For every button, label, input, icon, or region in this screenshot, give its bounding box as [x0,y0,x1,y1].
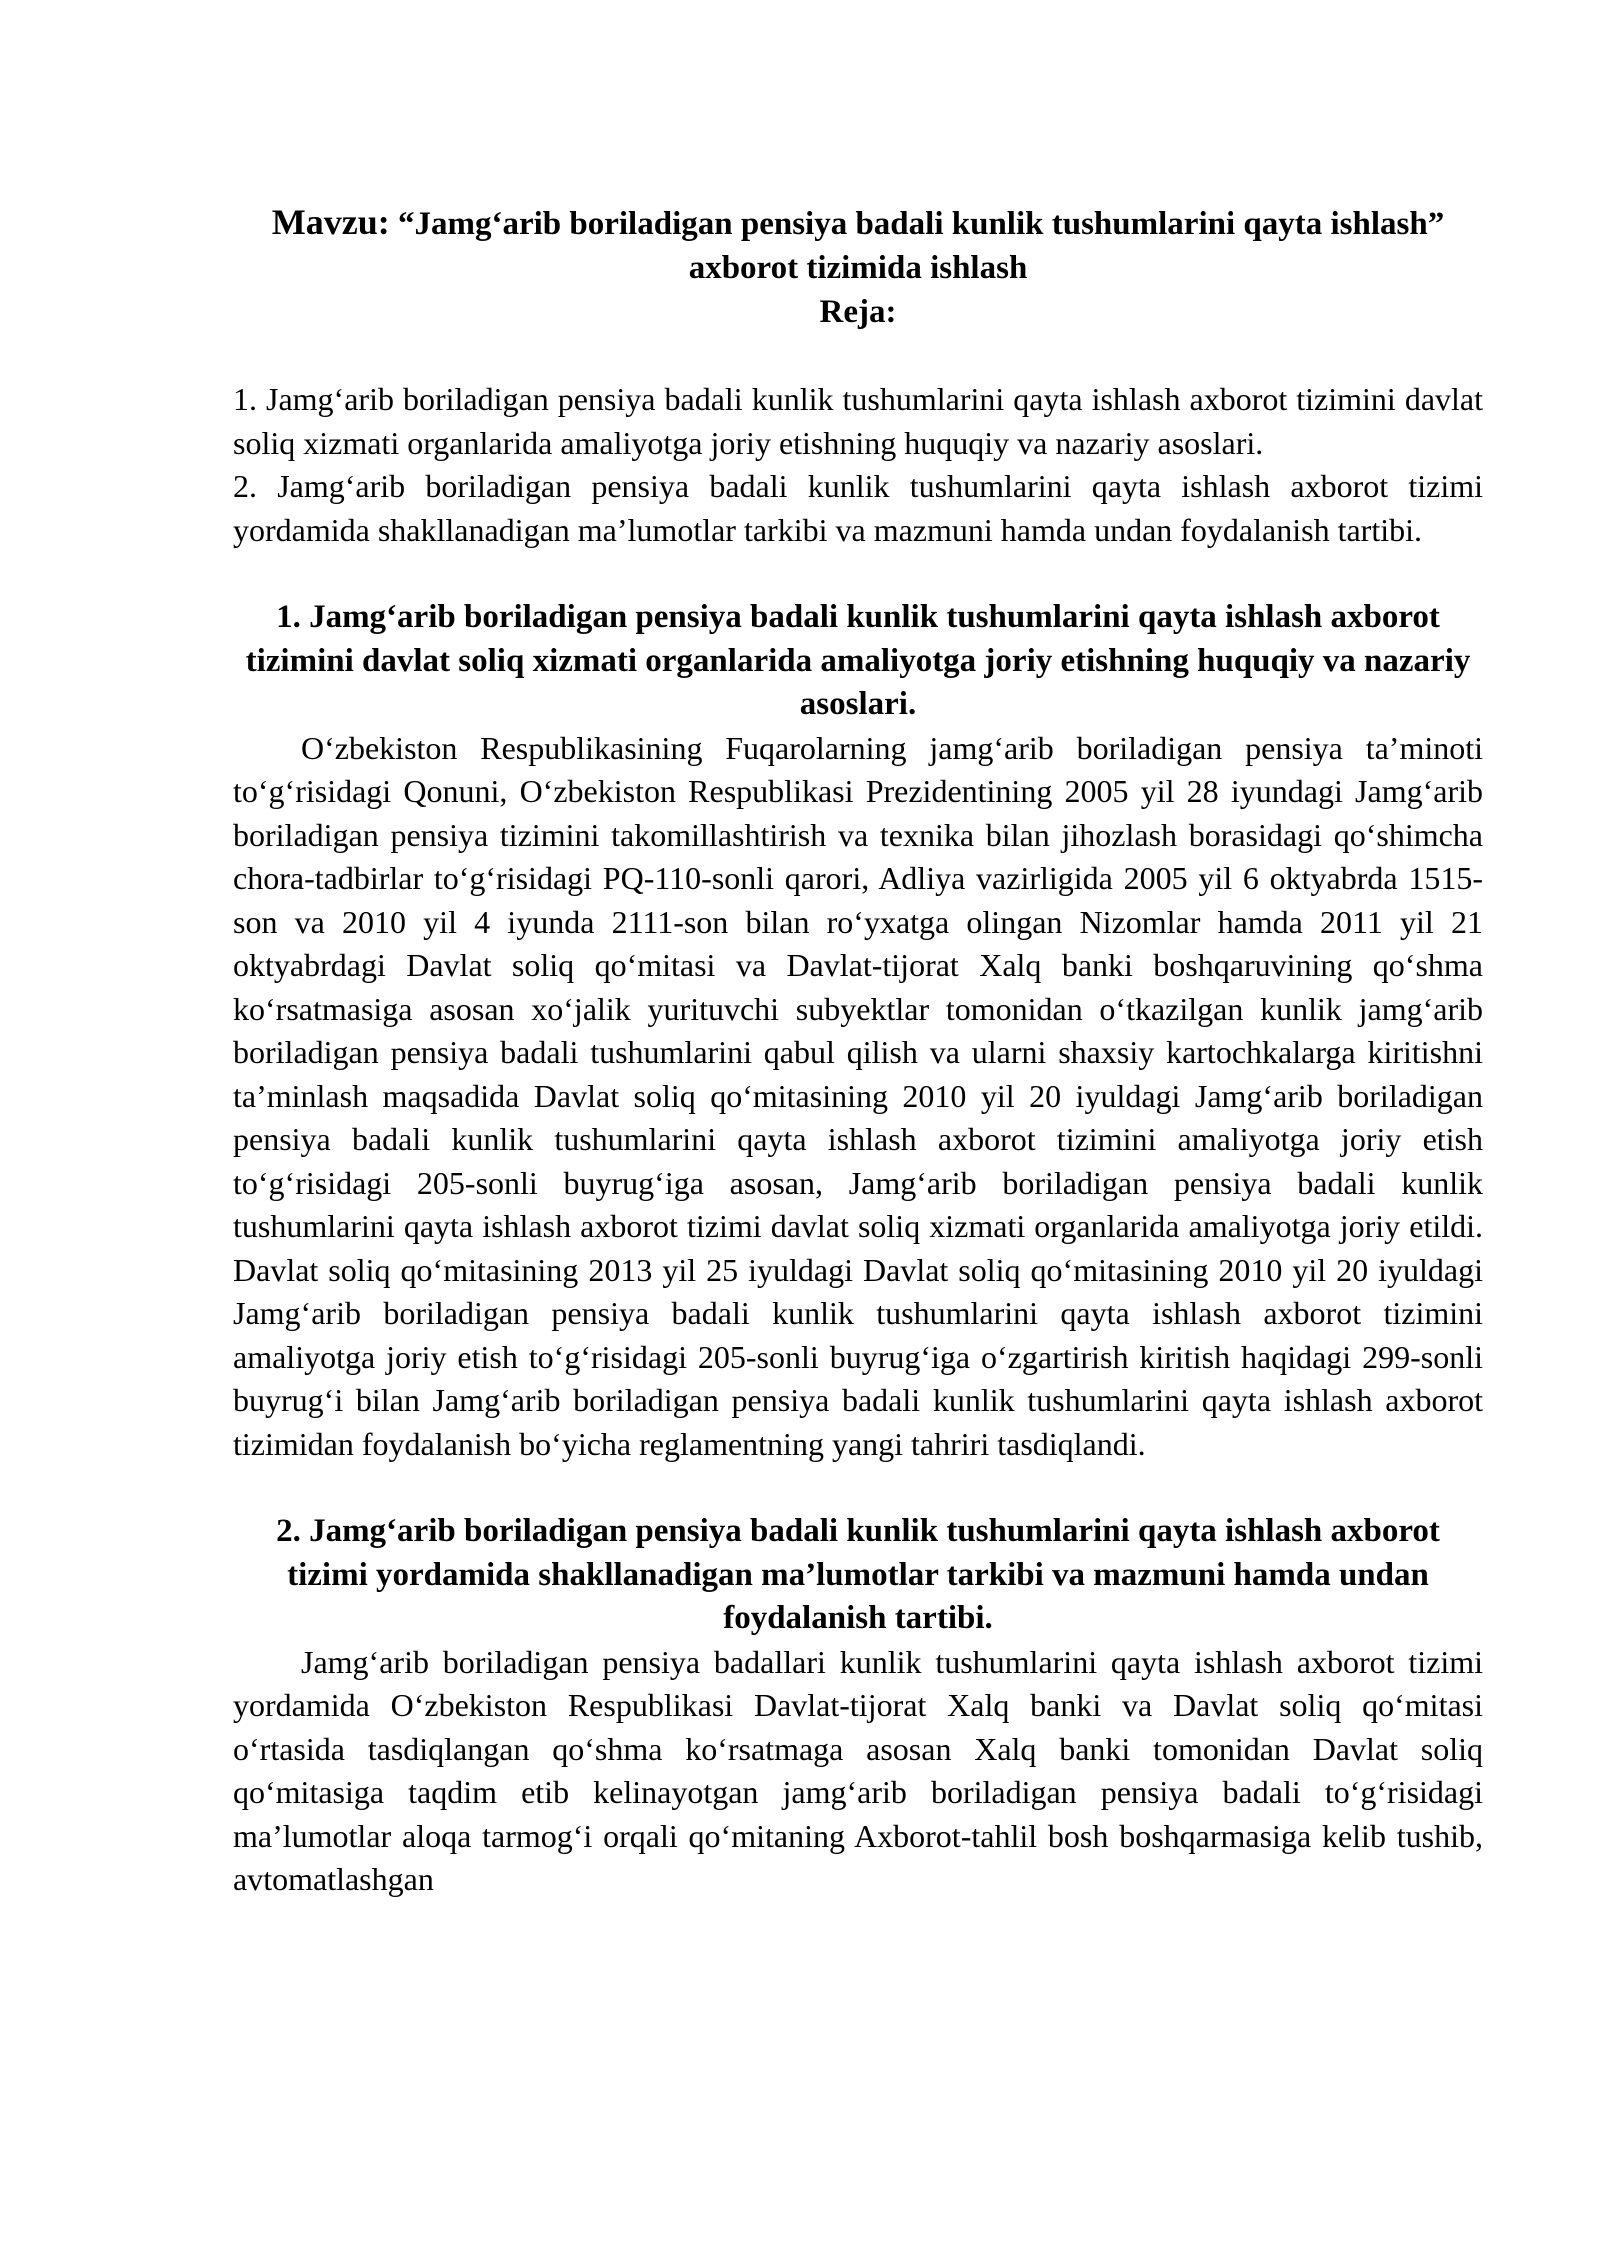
plan-item-1: 1. Jamg‘arib boriladigan pensiya badali kunlik tushumlarini qayta ishlash axborot tizimini davlat soliq xizmati organlarida amaliyotga joriy etishning huquqiy va nazariy asoslari. [233,381,1483,461]
section-1-heading: 1. Jamg‘arib boriladigan pensiya badali kunlik tushumlarini qayta ishlash axborot tizimini davlat soliq xizmati organlarida amaliyotga joriy etishning huquqiy va nazariy asoslari. [245,599,1471,722]
section-1-body: O‘zbekiston Respublikasining Fuqarolarning jamg‘arib boriladigan pensiya ta’minoti to‘g‘risidagi Qonuni, O‘zbekiston Respublikasi Prezidentining 2005 yil 28 iyundagi Jamg‘arib boriladigan pensiya tizimini takomillashtirish va texnika bilan jihozlash borasidagi qo‘shimcha chora-tadbirlar to‘g‘risidagi PQ-110-sonli qarori, Adliya vazirligida 2005 yil 6 oktyabrda 1515-son va 2010 yil 4 iyunda 2111-son bilan ro‘yxatga olingan Nizomlar hamda 2011 yil 21 oktyabrdagi Davlat soliq qo‘mitasi va Davlat-tijorat Xalq banki boshqaruvining qo‘shma ko‘rsatmasiga asosan xo‘jalik yurituvchi subyektlar tomonidan o‘tkazilgan kunlik jamg‘arib boriladigan pensiya badali tushumlarini qabul qilish va ularni shaxsiy kartochkalarga kiritishni ta’minlash maqsadida Davlat soliq qo‘mitasining 2010 yil 20 iyuldagi Jamg‘arib boriladigan pensiya badali kunlik tushumlarini qayta ishlash axborot tizimini amaliyotga joriy etish to‘g‘risidagi 205-sonli buyrug‘iga asosan, Jamg‘arib boriladigan pensiya badali kunlik tushumlarini qayta ishlash axborot tizimi davlat soliq xizmati organlarida amaliyotga joriy etildi. Davlat soliq qo‘mitasining 2013 yil 25 iyuldagi Davlat soliq qo‘mitasining 2010 yil 20 iyuldagi Jamg‘arib boriladigan pensiya badali kunlik tushumlarini qayta ishlash axborot tizimini amaliyotga joriy etish to‘g‘risidagi 205-sonli buyrug‘iga o‘zgartirish kiritish haqidagi 299-sonli buyrug‘i bilan Jamg‘arib boriladigan pensiya badali kunlik tushumlarini qayta ishlash axborot tizimidan foydalanish bo‘yicha reglamentning yangi tahriri tasdiqlandi. [233,729,1483,1462]
title-prefix: Mavzu: [271,202,390,242]
document-title [233,200,1483,290]
plan-list [233,378,1483,552]
document-content [233,200,1483,1902]
section-2-heading: 2. Jamg‘arib boriladigan pensiya badali kunlik tushumlarini qayta ishlash axborot tizimi yordamida shakllanadigan ma’lumotlar tarkibi va mazmuni hamda undan foydalanish tartibi. [276,1513,1440,1636]
plan-heading: Reja: [819,294,897,330]
title-text: “Jamg‘arib boriladigan pensiya badali kunlik tushumlarini qayta ishlash” axborot tizimida ishlash [389,206,1445,286]
plan-item-2: 2. Jamg‘arib boriladigan pensiya badali kunlik tushumlarini qayta ishlash axborot tizimi yordamida shakllanadigan ma’lumotlar tarkibi va mazmuni hamda undan foydalanish tartibi. [233,468,1483,548]
section-2-body: Jamg‘arib boriladigan pensiya badallari kunlik tushumlarini qayta ishlash axborot tizimi yordamida O‘zbekiston Respublikasi Davlat-tijorat Xalq banki va Davlat soliq qo‘mitasi o‘rtasida tasdiqlangan qo‘shma ko‘rsatmaga asosan Xalq banki tomonidan Davlat soliq qo‘mitasiga taqdim etib kelinayotgan jamg‘arib boriladigan pensiya badali to‘g‘risidagi ma’lumotlar aloqa tarmog‘i orqali qo‘mitaning Axborot-tahlil bosh boshqarmasiga kelib tushib, avtomatlashgan [233,1643,1483,1897]
